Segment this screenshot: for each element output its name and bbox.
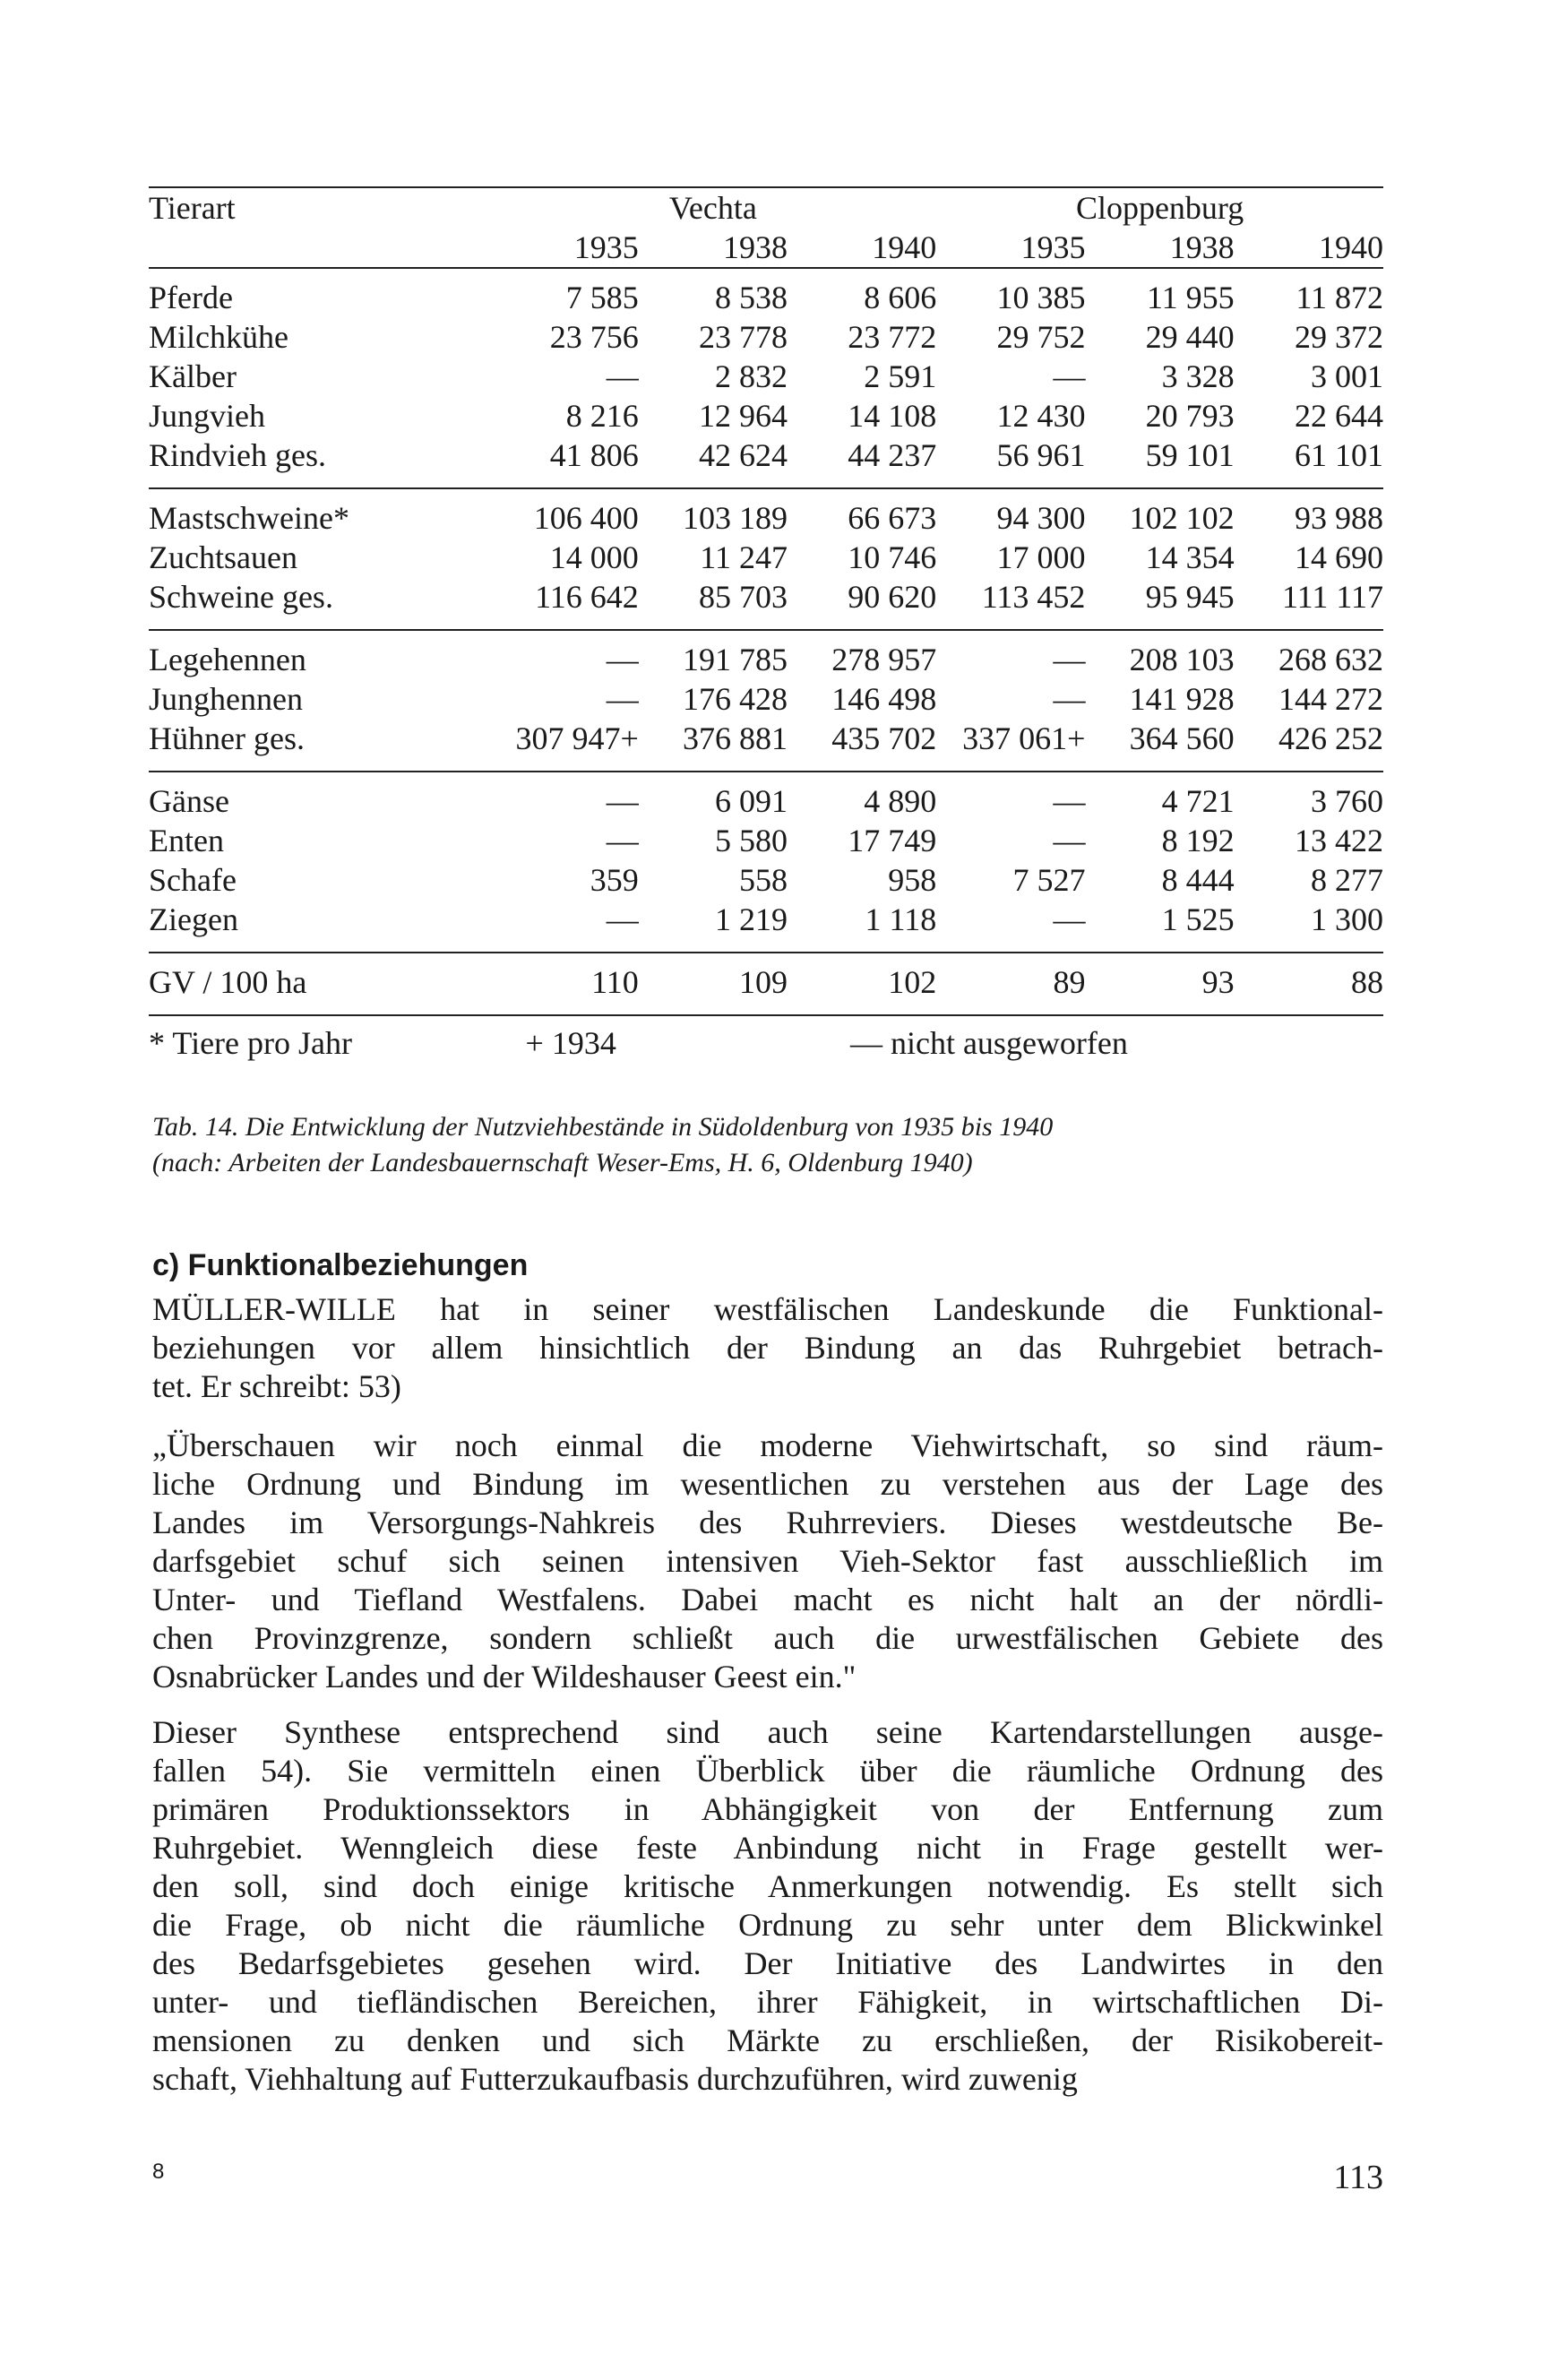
row-label: Pferde <box>149 268 490 317</box>
cell-value: 116 642 <box>535 579 639 615</box>
row-label: GV / 100 ha <box>149 953 490 1015</box>
cell-value: 8 444 <box>1161 862 1235 898</box>
row-label: Junghennen <box>149 681 303 717</box>
cell-value: 106 400 <box>490 488 639 538</box>
cell-value: 7 585 <box>490 268 639 317</box>
cell-value: 66 673 <box>788 488 936 538</box>
cell-value: 13 422 <box>1295 823 1383 858</box>
table-row <box>149 396 1383 435</box>
year-header: 1935 <box>1020 229 1086 265</box>
cell-value: 10 746 <box>848 539 937 575</box>
text-line: Landes im Versorgungs-Nahkreis des Ruhrreviers. Dieses westdeutsche Be- <box>152 1505 1383 1540</box>
table-section <box>149 772 1383 953</box>
cell-value: 10 385 <box>936 268 1085 317</box>
table-row <box>149 900 1383 953</box>
cell-value: 14 000 <box>549 539 639 575</box>
row-label: Legehennen <box>149 630 490 679</box>
table-section <box>149 268 1383 488</box>
cell-value: 93 <box>1085 953 1234 1015</box>
table-row <box>149 357 1383 396</box>
cell-value: 6 091 <box>639 772 788 821</box>
text-line: chen Provinzgrenze, sondern schließt auch die urwestfälischen Gebiete des <box>152 1620 1383 1656</box>
cell-value: 89 <box>936 953 1085 1015</box>
cell-value: 102 <box>788 953 936 1015</box>
group-header-cloppenburg: Cloppenburg <box>936 187 1383 228</box>
livestock-table <box>149 186 1383 1063</box>
cell-value: 111 117 <box>1282 579 1383 615</box>
cell-value: — <box>1053 358 1086 394</box>
body-paragraph <box>152 1290 1383 1406</box>
cell-value: 8 216 <box>565 398 639 434</box>
cell-value: 29 752 <box>996 319 1086 355</box>
row-label: Zuchtsauen <box>149 539 297 575</box>
cell-value: — <box>936 630 1085 679</box>
column-header-tierart: Tierart <box>149 187 490 228</box>
text-line: unter- und tiefländischen Bereichen, ihrer Fähigkeit, in wirtschaftlichen Di- <box>152 1984 1383 2020</box>
cell-value: 85 703 <box>698 579 788 615</box>
cell-value: — <box>606 358 639 394</box>
cell-value: 11 247 <box>700 539 788 575</box>
cell-value: 44 237 <box>848 437 937 473</box>
text-line: Ruhrgebiet. Wenngleich diese feste Anbindung nicht in Frage gestellt wer- <box>152 1830 1383 1866</box>
text-line: primären Produktionssektors in Abhängigkeit von der Entfernung zum <box>152 1791 1383 1827</box>
table-footer-notes <box>149 1015 1383 1063</box>
text-line: Unter- und Tiefland Westfalens. Dabei macht es nicht halt an der nördli- <box>152 1582 1383 1617</box>
text-line: schaft, Viehhaltung auf Futterzukaufbasis durchzuführen, wird zuwenig <box>152 2061 1078 2097</box>
cell-value: 23 772 <box>848 319 937 355</box>
table-row <box>149 577 1383 630</box>
cell-value: 7 527 <box>1012 862 1086 898</box>
table-row <box>149 679 1383 719</box>
year-header: 1935 <box>573 229 639 265</box>
table-section <box>149 953 1383 1015</box>
cell-value: — <box>490 630 639 679</box>
row-label: Jungvieh <box>149 398 265 434</box>
cell-value: 42 624 <box>698 437 788 473</box>
text-line: mensionen zu denken und sich Märkte zu erschließen, der Risikobereit- <box>152 2022 1383 2058</box>
table-row <box>149 538 1383 577</box>
table-row <box>149 953 1383 1015</box>
cell-value: 94 300 <box>936 488 1085 538</box>
cell-value: 110 <box>490 953 639 1015</box>
cell-value: 2 832 <box>714 358 788 394</box>
table-header-years <box>149 228 1383 268</box>
cell-value: 29 372 <box>1295 319 1383 355</box>
cell-value: — <box>1053 901 1086 937</box>
cell-value: 56 961 <box>996 437 1086 473</box>
table-section <box>149 488 1383 630</box>
footnote-not-reported: — nicht ausgeworfen <box>788 1015 1383 1063</box>
text-line: liche Ordnung und Bindung im wesentlichen zu verstehen aus der Lage des <box>152 1466 1383 1502</box>
cell-value: 103 189 <box>639 488 788 538</box>
livestock-statistics-table <box>149 186 1383 1063</box>
cell-value: 1 219 <box>714 901 788 937</box>
table-row <box>149 630 1383 679</box>
cell-value: 1 525 <box>1161 901 1235 937</box>
cell-value: 3 001 <box>1311 358 1383 394</box>
row-label: Gänse <box>149 772 490 821</box>
cell-value: 558 <box>738 862 788 898</box>
text-line: die Frage, ob nicht die räumliche Ordnung zu sehr unter dem Blickwinkel <box>152 1907 1383 1943</box>
cell-value: 1 118 <box>865 901 937 937</box>
row-label: Schafe <box>149 862 237 898</box>
cell-value: 88 <box>1235 953 1383 1015</box>
cell-value: 278 957 <box>788 630 936 679</box>
footnote-year-1934: + 1934 <box>490 1015 788 1063</box>
cell-value: 29 440 <box>1145 319 1235 355</box>
cell-value: 109 <box>639 953 788 1015</box>
cell-value: 23 778 <box>698 319 788 355</box>
cell-value: 59 101 <box>1145 437 1235 473</box>
cell-value: 1 300 <box>1311 901 1383 937</box>
cell-value: 90 620 <box>848 579 937 615</box>
section-heading: c) Funktionalbeziehungen <box>152 1248 529 1282</box>
cell-value: 23 756 <box>549 319 639 355</box>
text-line: Dieser Synthese entsprechend sind auch seine Kartendarstellungen ausge- <box>152 1714 1383 1750</box>
cell-value: — <box>490 772 639 821</box>
text-line: des Bedarfsgebietes gesehen wird. Der Initiative des Landwirtes in den <box>152 1945 1383 1981</box>
cell-value: 4 890 <box>788 772 936 821</box>
row-label: Ziegen <box>149 901 238 937</box>
table-row <box>149 435 1383 488</box>
cell-value: 17 749 <box>848 823 937 858</box>
year-header: 1940 <box>1319 229 1383 265</box>
cell-value: — <box>606 901 639 937</box>
cell-value: 8 277 <box>1311 862 1383 898</box>
year-header: 1940 <box>872 229 937 265</box>
table-row <box>149 860 1383 900</box>
cell-value: 435 702 <box>831 720 937 756</box>
row-label: Rindvieh ges. <box>149 437 326 473</box>
cell-value: 4 721 <box>1085 772 1234 821</box>
cell-value: 337 061+ <box>962 720 1086 756</box>
cell-value: — <box>606 681 639 717</box>
row-label: Kälber <box>149 358 237 394</box>
text-line: beziehungen vor allem hinsichtlich der Bindung an das Ruhrgebiet betrach- <box>152 1330 1383 1366</box>
cell-value: 307 947+ <box>515 720 639 756</box>
cell-value: 12 964 <box>698 398 788 434</box>
signature-marker: 8 <box>152 2160 165 2184</box>
cell-value: 376 881 <box>682 720 788 756</box>
cell-value: 22 644 <box>1295 398 1383 434</box>
cell-value: 208 103 <box>1085 630 1234 679</box>
table-row <box>149 821 1383 860</box>
cell-value: 144 272 <box>1278 681 1383 717</box>
group-header-vechta: Vechta <box>490 187 937 228</box>
table-caption <box>152 1109 1383 1181</box>
cell-value: 14 690 <box>1295 539 1383 575</box>
body-paragraph <box>152 1713 1383 2099</box>
row-label: Milchkühe <box>149 319 288 355</box>
text-line: Osnabrücker Landes und der Wildeshauser Geest ein." <box>152 1659 857 1694</box>
table-row <box>149 317 1383 357</box>
caption-line: (nach: Arbeiten der Landesbauernschaft Weser-Ems, H. 6, Oldenburg 1940) <box>152 1148 973 1177</box>
table-row <box>149 488 1383 538</box>
table-row <box>149 268 1383 317</box>
cell-value: 41 806 <box>549 437 639 473</box>
cell-value: 11 955 <box>1085 268 1234 317</box>
cell-value: 12 430 <box>996 398 1086 434</box>
text-line: fallen 54). Sie vermitteln einen Überblick über die räumliche Ordnung des <box>152 1753 1383 1789</box>
quote-paragraph <box>152 1427 1383 1696</box>
page-number: 113 <box>1333 2159 1383 2196</box>
table-header-groups <box>149 187 1383 228</box>
row-label: Enten <box>149 823 224 858</box>
cell-value: 17 000 <box>996 539 1086 575</box>
table-row <box>149 719 1383 772</box>
cell-value: 102 102 <box>1085 488 1234 538</box>
cell-value: 141 928 <box>1129 681 1235 717</box>
row-label: Mastschweine* <box>149 488 490 538</box>
cell-value: 191 785 <box>639 630 788 679</box>
cell-value: 3 328 <box>1161 358 1235 394</box>
cell-value: 95 945 <box>1145 579 1235 615</box>
row-label: Hühner ges. <box>149 720 305 756</box>
cell-value: — <box>936 772 1085 821</box>
cell-value: 426 252 <box>1278 720 1383 756</box>
year-header: 1938 <box>722 229 788 265</box>
year-header: 1938 <box>1169 229 1235 265</box>
caption-line: Tab. 14. Die Entwicklung der Nutzviehbestände in Südoldenburg von 1935 bis 1940 <box>152 1112 1054 1142</box>
table-section <box>149 630 1383 772</box>
table-row <box>149 772 1383 821</box>
cell-value: 3 760 <box>1235 772 1383 821</box>
cell-value: 5 580 <box>714 823 788 858</box>
cell-value: 113 452 <box>981 579 1086 615</box>
cell-value: 8 606 <box>788 268 936 317</box>
cell-value: 8 192 <box>1161 823 1235 858</box>
cell-value: 93 988 <box>1235 488 1383 538</box>
text-line: „Überschauen wir noch einmal die moderne Viehwirtschaft, so sind räum- <box>152 1427 1383 1463</box>
cell-value: 20 793 <box>1145 398 1235 434</box>
cell-value: — <box>1053 823 1086 858</box>
cell-value: 61 101 <box>1295 437 1383 473</box>
cell-value: 364 560 <box>1129 720 1235 756</box>
cell-value: 11 872 <box>1235 268 1383 317</box>
footnote-animals-per-year: * Tiere pro Jahr <box>149 1015 490 1063</box>
cell-value: 2 591 <box>864 358 937 394</box>
cell-value: 14 108 <box>848 398 937 434</box>
cell-value: 14 354 <box>1145 539 1235 575</box>
row-label: Schweine ges. <box>149 579 333 615</box>
cell-value: 8 538 <box>639 268 788 317</box>
cell-value: — <box>606 823 639 858</box>
text-line: den soll, sind doch einige kritische Anmerkungen notwendig. Es stellt sich <box>152 1868 1383 1904</box>
text-line: darfsgebiet schuf sich seinen intensiven Vieh-Sektor fast ausschließlich im <box>152 1543 1383 1579</box>
cell-value: 958 <box>888 862 937 898</box>
cell-value: 268 632 <box>1235 630 1383 679</box>
text-line: MÜLLER-WILLE hat in seiner westfälischen Landeskunde die Funktional- <box>152 1291 1383 1327</box>
text-line: tet. Er schreibt: 53) <box>152 1368 401 1404</box>
cell-value: — <box>1053 681 1086 717</box>
cell-value: 176 428 <box>682 681 788 717</box>
cell-value: 359 <box>590 862 639 898</box>
cell-value: 146 498 <box>831 681 937 717</box>
